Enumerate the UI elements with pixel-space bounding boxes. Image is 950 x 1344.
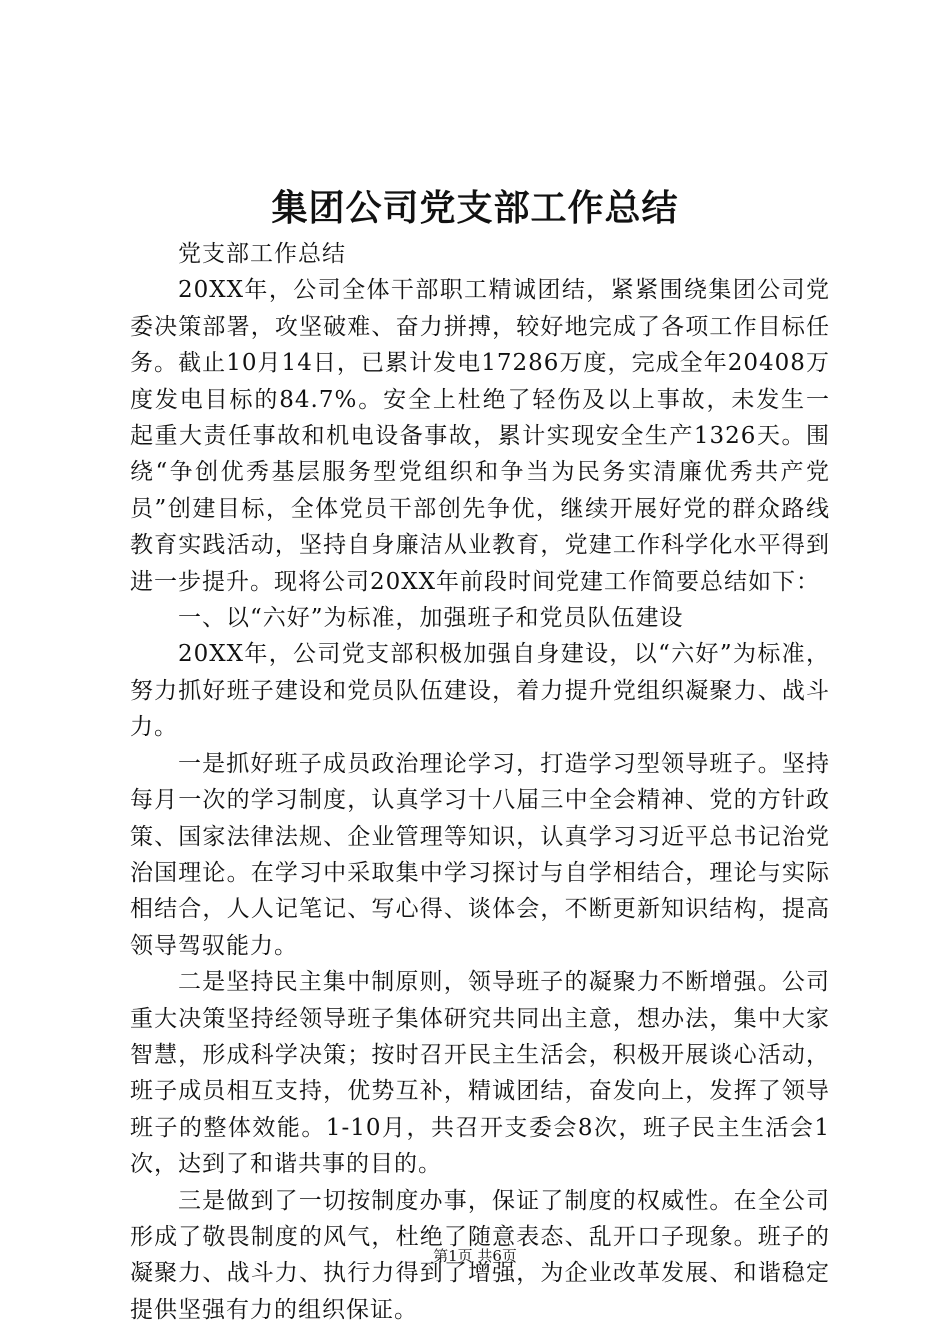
body-paragraph: 一是抓好班子成员政治理论学习，打造学习型领导班子。坚持每月一次的学习制度，认真学习十八届三中全会精神、党的方针政策、国家法律法规、企业管理等知识，认真学习习近平总书记治党治国理论。在学习中采取集中学习探讨与自学相结合，理论与实际相结合，人人记笔记、写心得、谈体会，不断更新知识结构，提高领导驾驭能力。	[130, 750, 830, 959]
document-body	[130, 236, 830, 1328]
section-heading: 一、以“六好”为标准，加强班子和党员队伍建设	[178, 605, 684, 632]
body-paragraph: 20XX年，公司党支部积极加强自身建设，以“六好”为标准，努力抓好班子建设和党员队伍建设，着力提升党组织凝聚力、战斗力。	[130, 641, 830, 741]
page-indicator: 第1页 共6页	[433, 1247, 517, 1265]
body-paragraph: 党支部工作总结	[178, 241, 346, 267]
body-paragraph: 二是坚持民主集中制原则，领导班子的凝聚力不断增强。公司重大决策坚持经领导班子集体研究共同出主意，想办法，集中大家智慧，形成科学决策；按时召开民主生活会，积极开展谈心活动，班子成员相互支持，优势互补，精诚团结，奋发向上，发挥了领导班子的整体效能。1-10月，共召开支委会8次，班子民主生活会1次，达到了和谐共事的目的。	[130, 969, 830, 1178]
body-paragraph: 三是做到了一切按制度办事，保证了制度的权威性。在全公司形成了敬畏制度的风气，杜绝了随意表态、乱开口子现象。班子的凝聚力、战斗力、执行力得到了增强，为企业改革发展、和谐稳定提供坚强有力的组织保证。	[130, 1187, 830, 1323]
body-paragraph: 20XX年，公司全体干部职工精诚团结，紧紧围绕集团公司党委决策部署，攻坚破难、奋力拼搏，较好地完成了各项工作目标任务。截止10月14日，已累计发电17286万度，完成全年20408万度发电目标的84.7%。安全上杜绝了轻伤及以上事故，未发生一起重大责任事故和机电设备事故，累计实现安全生产1326天。围绕“争创优秀基层服务型党组织和争当为民务实清廉优秀共产党员”创建目标，全体党员干部创先争优，继续开展好党的群众路线教育实践活动，坚持自身廉洁从业教育，党建工作科学化水平得到进一步提升。现将公司20XX年前段时间党建工作简要总结如下：	[130, 277, 830, 595]
document-title: 集团公司党支部工作总结	[271, 187, 679, 229]
